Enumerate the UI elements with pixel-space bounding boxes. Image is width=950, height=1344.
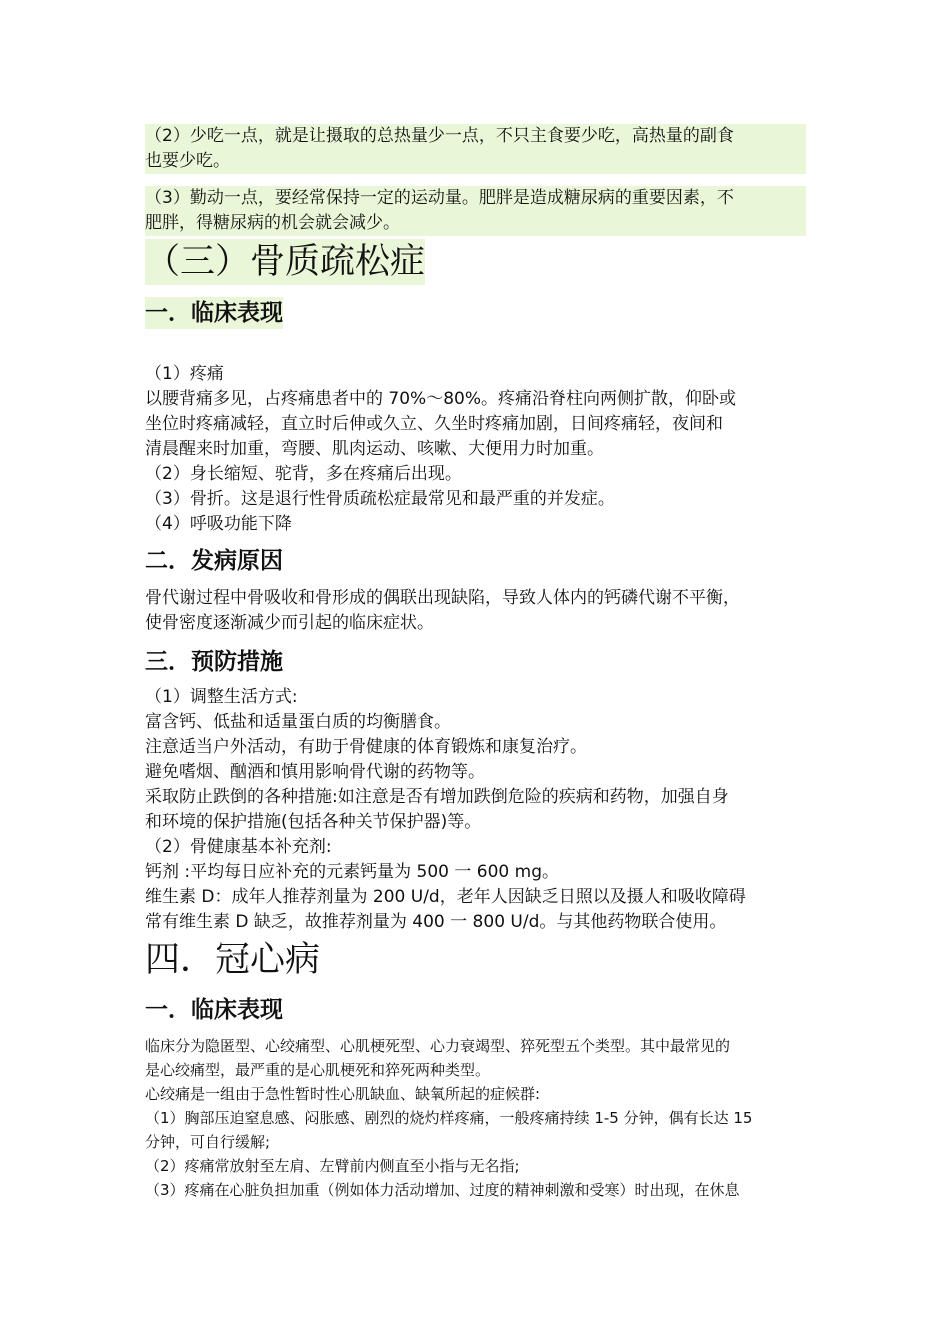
osteo-prevention-body — [145, 685, 746, 935]
text-line: （2）疼痛常放射至左肩、左臂前内侧直至小指与无名指; — [145, 1157, 520, 1175]
text-line: 使骨密度逐渐减少而引起的临床症状。 — [145, 613, 434, 633]
text-line: 是心绞痛型，最严重的是心肌梗死和猝死两种类型。 — [145, 1061, 491, 1079]
text-line: 采取防止跌倒的各种措施:如注意是否有增加跌倒危险的疾病和药物，加强自身 — [145, 787, 729, 807]
text-line: 以腰背痛多见，占疼痛患者中的 70%～80%。疼痛沿脊柱向两侧扩散，仰卧或 — [145, 389, 736, 409]
text-line: 骨代谢过程中骨吸收和骨形成的偶联出现缺陷，导致人体内的钙磷代谢不平衡， — [145, 588, 740, 608]
heading-chd-clinical: 一．临床表现 — [145, 997, 283, 1023]
text-line: 也要少吃。 — [145, 151, 230, 171]
section-title-osteoporosis: （三）骨质疏松症 — [145, 239, 425, 285]
chd-clinical-body — [145, 1034, 752, 1202]
heading-osteo-clinical: 一．临床表现 — [145, 297, 283, 329]
text-line: 富含钙、低盐和适量蛋白质的均衡膳食。 — [145, 712, 451, 732]
paragraph-exercise-more — [145, 186, 806, 236]
text-line: （1）调整生活方式: — [145, 687, 298, 707]
text-line: 分钟，可自行缓解; — [145, 1133, 271, 1151]
text-line: 临床分为隐匿型、心绞痛型、心肌梗死型、心力衰竭型、猝死型五个类型。其中最常见的 — [145, 1037, 731, 1055]
text-line: 坐位时疼痛减轻，直立时后伸或久立、久坐时疼痛加剧，日间疼痛轻，夜间和 — [145, 414, 723, 434]
text-line: 和环境的保护措施(包括各种关节保护器)等。 — [145, 812, 482, 832]
text-line: （1）疼痛 — [145, 364, 224, 384]
text-line: （2）骨健康基本补充剂: — [145, 837, 332, 857]
text-line: 清晨醒来时加重，弯腰、肌肉运动、咳嗽、大便用力时加重。 — [145, 439, 604, 459]
text-line: 避免嗜烟、酗酒和慎用影响骨代谢的药物等。 — [145, 762, 485, 782]
text-line: （2）身长缩短、驼背，多在疼痛后出现。 — [145, 464, 462, 484]
text-line: 心绞痛是一组由于急性暂时性心肌缺血、缺氧所起的症候群: — [145, 1085, 541, 1103]
heading-osteo-cause: 二．发病原因 — [145, 548, 283, 574]
osteo-cause-body — [145, 586, 740, 636]
text-line: （1）胸部压迫窒息感、闷胀感、剧烈的烧灼样疼痛，一般疼痛持续 1-5 分钟，偶有长达 15 — [145, 1109, 753, 1127]
heading-osteo-prevention: 三．预防措施 — [145, 649, 283, 675]
text-line: 钙剂 :平均每日应补充的元素钙量为 500 一 600 mg。 — [145, 862, 559, 882]
text-line: 肥胖，得糖尿病的机会就会减少。 — [145, 213, 400, 233]
paragraph-eat-less — [145, 124, 806, 174]
text-line: （3）勤动一点，要经常保持一定的运动量。肥胖是造成糖尿病的重要因素，不 — [145, 188, 734, 208]
text-line: 维生素 D：成年人推荐剂量为 200 U/d，老年人因缺乏日照以及摄人和吸收障碍 — [145, 887, 746, 907]
section-title-chd: 四．冠心病 — [145, 940, 321, 980]
text-line: （2）少吃一点，就是让摄取的总热量少一点，不只主食要少吃，高热量的副食 — [145, 126, 734, 146]
text-line: （4）呼吸功能下降 — [145, 514, 292, 534]
text-line: 常有维生素 D 缺乏，故推荐剂量为 400 一 800 U/d。与其他药物联合使用。 — [145, 912, 727, 932]
osteo-clinical-body — [145, 362, 736, 537]
text-line: 注意适当户外活动，有助于骨健康的体育锻炼和康复治疗。 — [145, 737, 587, 757]
text-line: （3）疼痛在心脏负担加重（例如体力活动增加、过度的精神刺激和受寒）时出现，在休息 — [145, 1181, 740, 1199]
text-line: （3）骨折。这是退行性骨质疏松症最常见和最严重的并发症。 — [145, 489, 615, 509]
